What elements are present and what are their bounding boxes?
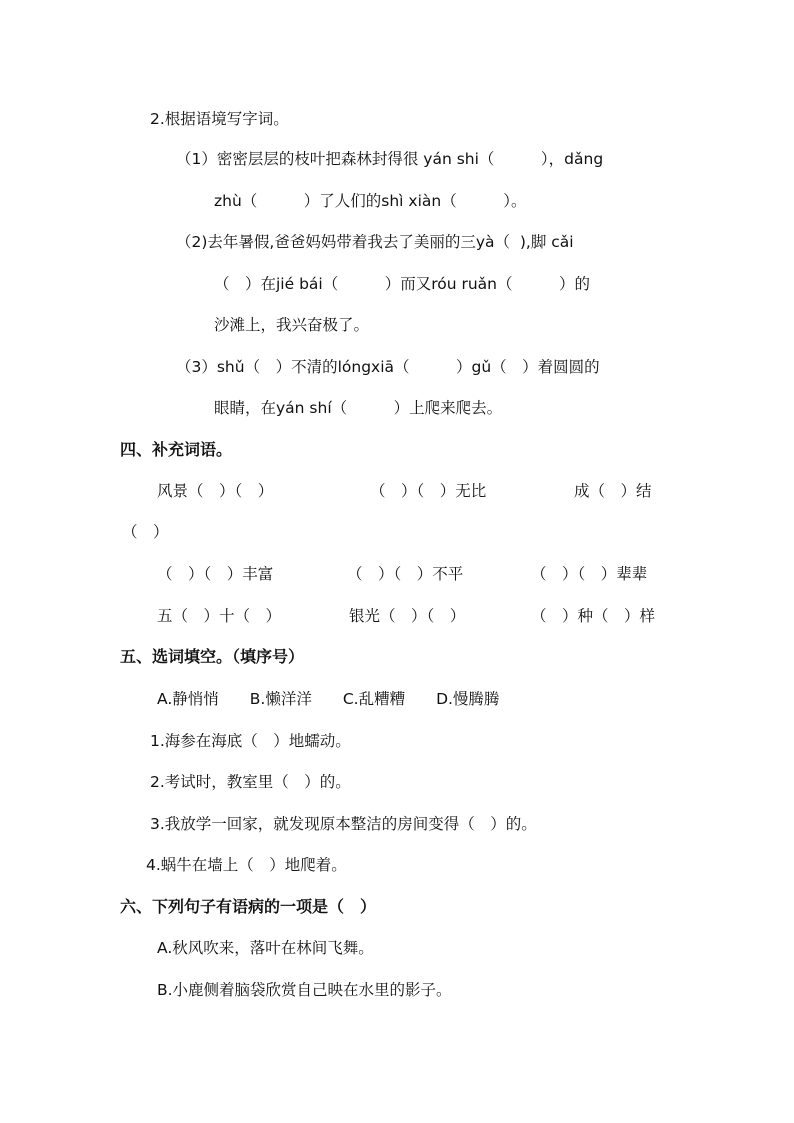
word-fill-row1-c: 成（ ）结 — [574, 482, 652, 500]
sentence-1-line-2: zhù（ ）了人们的shì xiàn（ ）。 — [214, 192, 527, 210]
sentence-1-line-1: （1）密密层层的枝叶把森林封得很 yán shi（ ），dǎng — [176, 150, 604, 168]
word-fill-row2-a: （ ）（ ）丰富 — [157, 565, 274, 583]
choice-b: B.小鹿侧着脑袋欣赏自己映在水里的影子。 — [157, 981, 452, 999]
choice-a: A.秋风吹来，落叶在林间飞舞。 — [157, 939, 374, 957]
section-4-heading: 四、补充词语。 — [120, 440, 233, 459]
sentence-2-line-3: 沙滩上，我兴奋极了。 — [214, 316, 370, 334]
word-fill-row3-c: （ ）种（ ）样 — [531, 607, 656, 625]
word-fill-row2-c: （ ）（ ）辈辈 — [531, 565, 648, 583]
word-fill-row1-wrap: （ ） — [122, 523, 169, 541]
question-2-title: 2.根据语境写字词。 — [150, 110, 289, 128]
section-6-heading: 六、下列句子有语病的一项是（ ） — [120, 897, 377, 916]
word-fill-row3-a: 五（ ）十（ ） — [157, 607, 282, 625]
word-fill-row1-b: （ ）（ ）无比 — [370, 482, 487, 500]
fill-item-1: 1.海参在海底（ ）地蠕动。 — [150, 732, 351, 750]
word-fill-row1-a: 风景（ ）（ ） — [157, 482, 274, 500]
sentence-2-line-2: （ ）在jié bái（ ）而又róu ruǎn（ ）的 — [214, 275, 591, 293]
sentence-2-line-1: （2)去年暑假,爸爸妈妈带着我去了美丽的三yà（ ),脚 cǎi — [176, 233, 574, 251]
choice-options: A.静悄悄 B.懒洋洋 C.乱糟糟 D.慢腾腾 — [157, 690, 500, 708]
word-fill-row3-b: 银光（ ）（ ） — [349, 607, 466, 625]
sentence-3-line-2: 眼睛，在yán shí（ ）上爬来爬去。 — [214, 399, 503, 417]
section-5-heading: 五、选词填空。（填序号） — [120, 647, 305, 666]
word-fill-row2-b: （ ）（ ）不平 — [347, 565, 464, 583]
sentence-3-line-1: （3）shǔ（ ）不清的lóngxiā（ ）gǔ（ ）着圆圆的 — [176, 358, 600, 376]
fill-item-4: 4.蜗牛在墙上（ ）地爬着。 — [146, 856, 347, 874]
fill-item-2: 2.考试时，教室里（ ）的。 — [150, 773, 351, 791]
fill-item-3: 3.我放学一回家，就发现原本整洁的房间变得（ ）的。 — [150, 815, 537, 833]
